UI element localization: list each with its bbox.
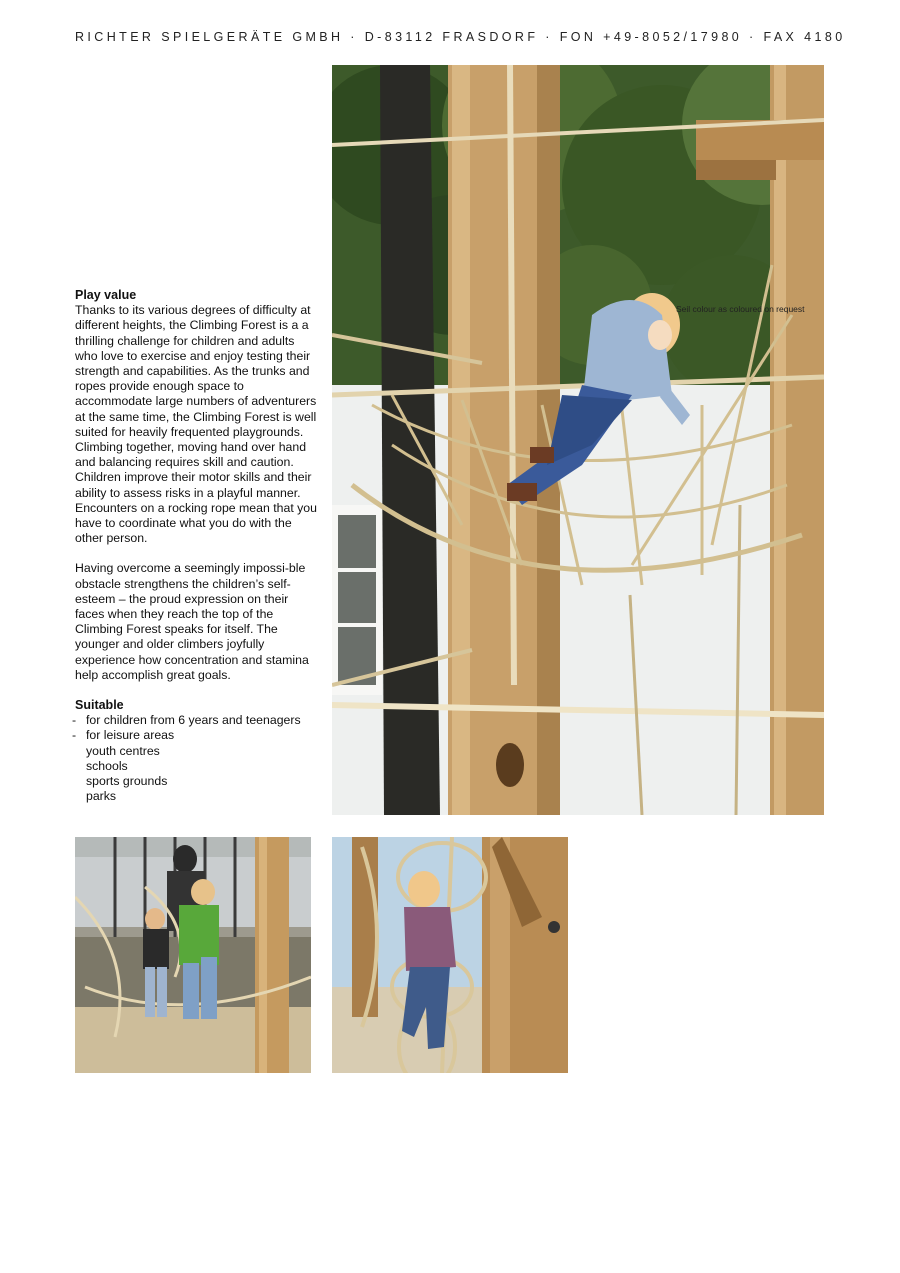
page-header: RICHTER SPIELGERÄTE GMBH · D-83112 FRASDORF · FON +49-8052/17980 · FAX 4180 <box>75 30 846 44</box>
main-photo-caption: Seil colour as coloured on request <box>676 304 805 314</box>
suitable-item: youth centres <box>86 743 160 758</box>
play-value-paragraph-3: Having overcome a seemingly impossi-ble obstacle strengthens the children’s self-esteem – the proud expression on their faces when they reach the top of the Climbing Forest speaks for itself. The younger and older climbers joyfully experience how concentration and stamina help accomplish great goals. <box>75 561 309 682</box>
suitable-list <box>75 713 320 804</box>
description-column <box>75 288 320 805</box>
play-value-heading: Play value <box>75 288 137 302</box>
play-value-paragraph-1: Thanks to its various degrees of difficulty at different heights, the Climbing Forest is a a thrilling challenge for children and adults who love to exercise and enjoy testing their strength and capabilities. As the trunks and ropes provide enough space to accommodate large numbers of adventurers at the same time, the Climbing Forest is well suited for heavily frequented playgrounds. <box>75 303 317 439</box>
play-value-paragraph-2: Climbing together, moving hand over hand and balancing requires skill and caution. Children improve their motor skills and their ability to assess risks in a playful manner. Encounters on a rocking rope mean that you have to coordinate what you do with the other person. <box>75 440 317 546</box>
suitable-item: sports grounds <box>86 774 168 789</box>
main-photo-climbing-forest <box>332 65 824 815</box>
suitable-item: parks <box>86 789 117 804</box>
photo-child-rope-rings <box>332 837 568 1073</box>
suitable-item: - for leisure areas <box>75 728 320 743</box>
photo-children-climbing-ropes <box>75 837 311 1073</box>
suitable-heading: Suitable <box>75 698 124 713</box>
suitable-item: schools <box>86 758 128 773</box>
suitable-item: - for children from 6 years and teenagers <box>75 713 320 728</box>
